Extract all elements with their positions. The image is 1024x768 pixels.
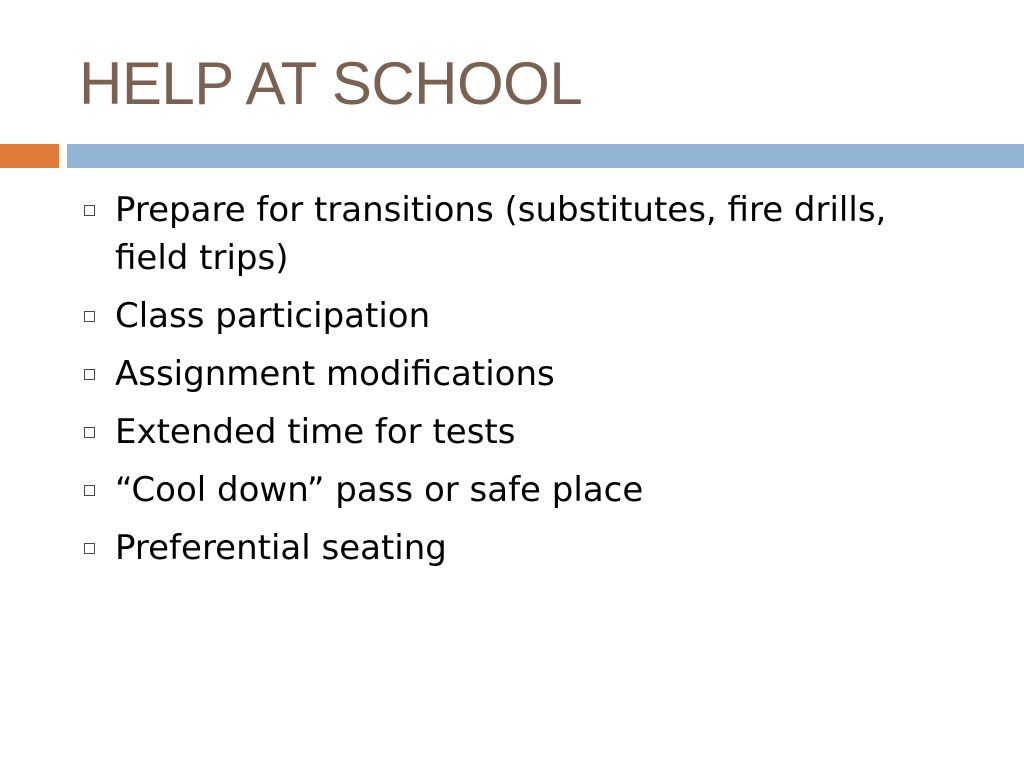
list-item-text: Preferential seating [115,528,447,568]
accent-bar-blue [67,144,1024,168]
list-item [0,292,1024,340]
square-bullet-icon [84,311,95,322]
list-item [0,408,1024,456]
square-bullet-icon [84,427,95,438]
square-bullet-icon [84,369,95,380]
list-item [0,350,1024,398]
square-bullet-icon [84,205,95,216]
list-item [0,466,1024,514]
list-item-text: Class participation [115,296,431,336]
slide-title: HELP AT SCHOOL [79,50,583,117]
list-item-text: Assignment modifications [115,354,555,394]
list-item-text: Extended time for tests [115,412,516,452]
square-bullet-icon [84,485,95,496]
list-item-text: “Cool down” pass or safe place [115,470,644,510]
list-item [0,524,1024,572]
bullet-list [0,186,1024,582]
list-item [0,186,1024,282]
square-bullet-icon [84,543,95,554]
list-item-text: Prepare for transitions (substitutes, fire drills, field trips) [115,190,887,278]
accent-bar-orange [0,144,59,168]
